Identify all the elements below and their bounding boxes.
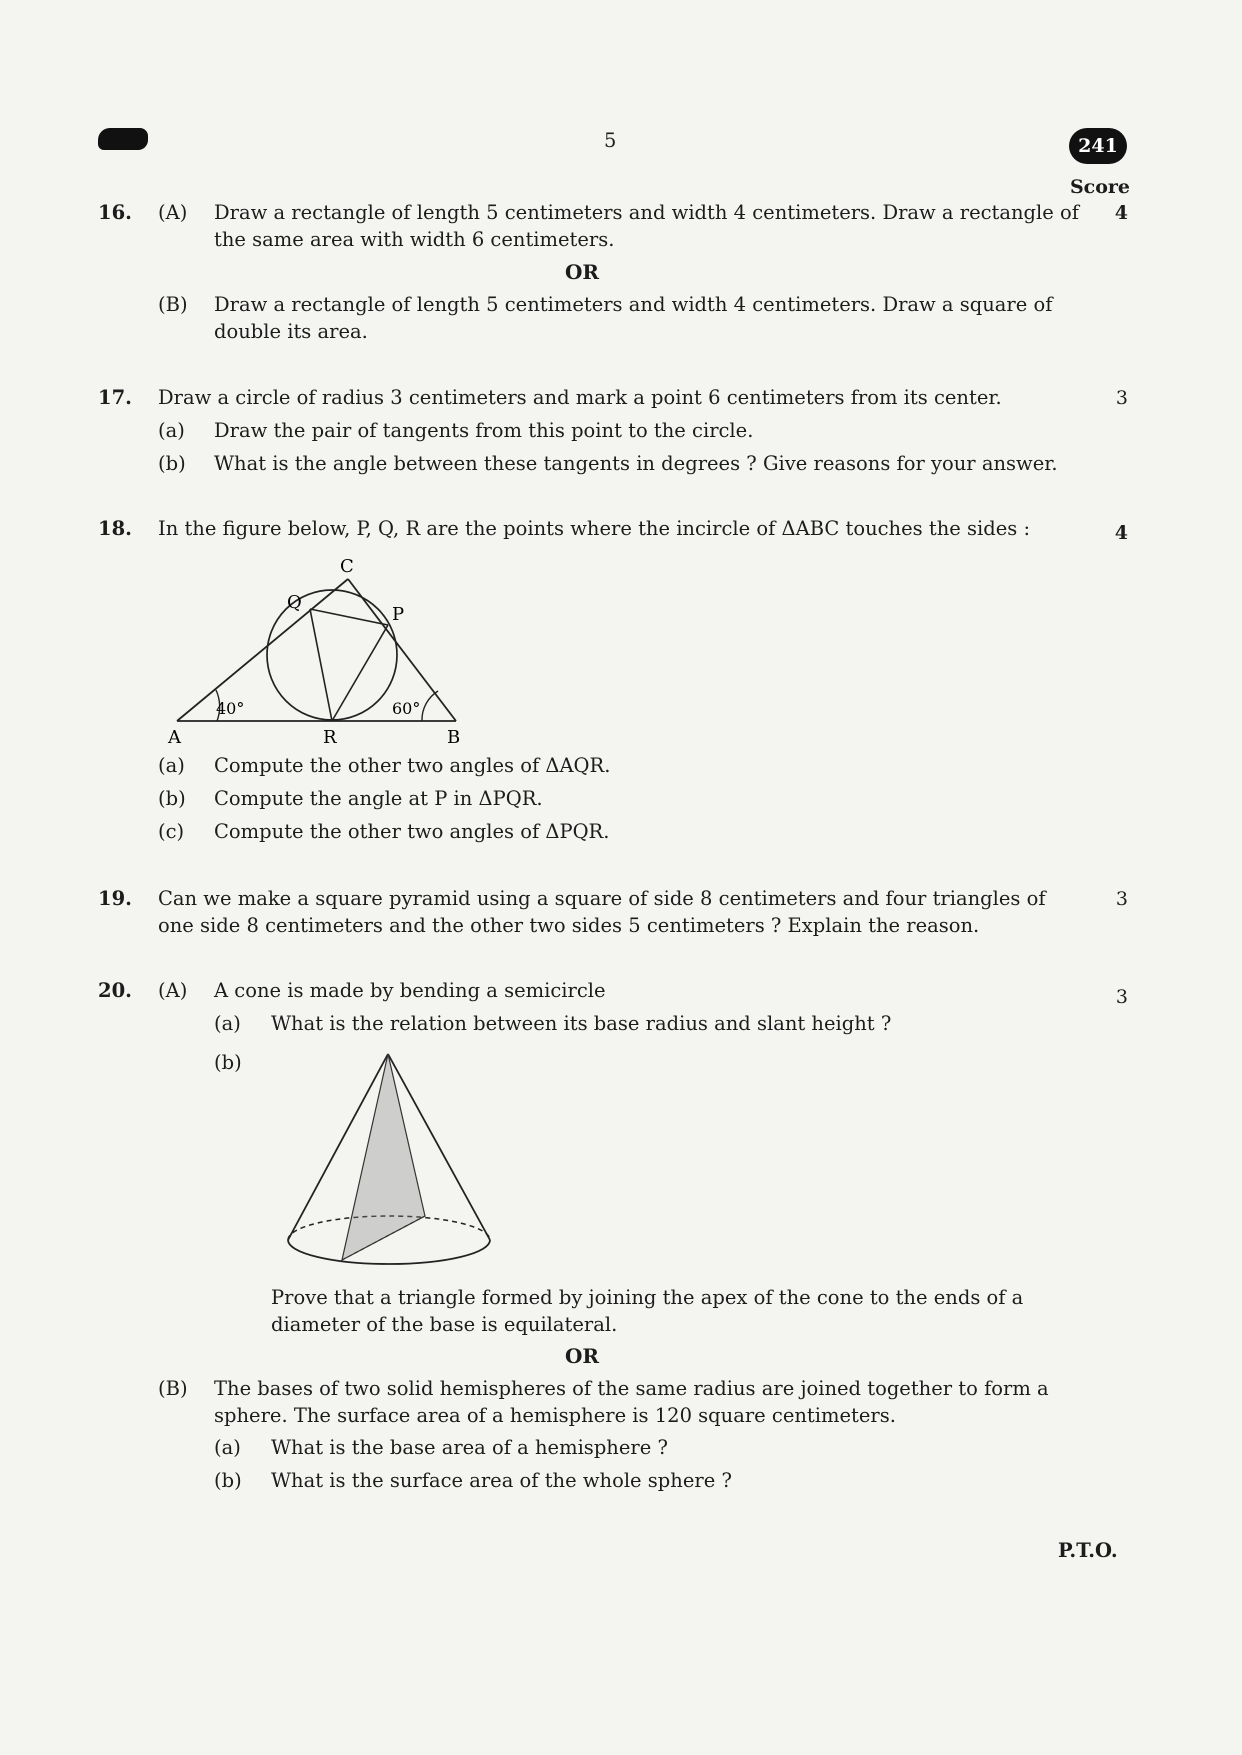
angle-A-value: 40° — [216, 699, 245, 718]
q20-b-line1: Prove that a triangle formed by joining the apex of the cone to the ends of a — [271, 1286, 1024, 1309]
q18-score: 4 — [1114, 522, 1128, 544]
q18-b-text: Compute the angle at P in ΔPQR. — [214, 787, 543, 810]
q16-or: OR — [565, 260, 600, 284]
q20-Bb-text: What is the surface area of the whole sphere ? — [271, 1469, 732, 1492]
q16-score: 4 — [1114, 202, 1128, 224]
q18-text: In the figure below, P, Q, R are the points where the incircle of ΔABC touches the sides : — [158, 517, 1031, 540]
q20-a-label: (a) — [214, 1012, 241, 1035]
side-AC — [177, 579, 348, 721]
q20-score: 3 — [1115, 986, 1128, 1008]
q20-a-text: What is the relation between its base radius and slant height ? — [271, 1012, 892, 1035]
q16-A-line2: the same area with width 6 centimeters. — [214, 228, 615, 251]
point-Q-label: Q — [287, 592, 302, 613]
q20-b-label: (b) — [214, 1051, 242, 1074]
q19-score: 3 — [1115, 888, 1128, 910]
q17-text: Draw a circle of radius 3 centimeters and mark a point 6 centimeters from its center. — [158, 386, 1002, 409]
q18-c-text: Compute the other two angles of ΔPQR. — [214, 820, 610, 843]
segment-QR — [310, 609, 332, 721]
segment-PR — [332, 625, 388, 721]
q18-a-label: (a) — [158, 754, 185, 777]
q17-score: 3 — [1115, 387, 1128, 409]
vertex-B-label: B — [447, 727, 461, 748]
q17-a-label: (a) — [158, 419, 185, 442]
q16-B-line2: double its area. — [214, 320, 368, 343]
q20-A-label: (A) — [158, 979, 188, 1002]
q20-b-line2: diameter of the base is equilateral. — [271, 1313, 618, 1336]
q18-a-text: Compute the other two angles of ΔAQR. — [214, 754, 611, 777]
q20-B-label: (B) — [158, 1377, 188, 1400]
cone-base-front — [288, 1240, 490, 1264]
q20-A-text: A cone is made by bending a semicircle — [214, 979, 606, 1002]
cone-figure — [280, 1050, 500, 1270]
please-turn-over: P.T.O. — [1058, 1539, 1118, 1562]
vertex-A-label: A — [168, 727, 181, 748]
q20-number: 20. — [98, 979, 132, 1002]
incircle-triangle-figure — [160, 550, 480, 750]
page-number: 5 — [604, 129, 617, 152]
q19-line1: Can we make a square pyramid using a square of side 8 centimeters and four triangles of — [158, 887, 1046, 910]
q17-b-label: (b) — [158, 452, 186, 475]
q17-a-text: Draw the pair of tangents from this point to the circle. — [214, 419, 754, 442]
question-paper-code-badge: 241 — [1069, 128, 1127, 164]
point-R-label: R — [323, 727, 337, 748]
q20-B-line1: The bases of two solid hemispheres of the same radius are joined together to form a — [214, 1377, 1049, 1400]
q20-Bb-label: (b) — [214, 1469, 242, 1492]
q16-A-line1: Draw a rectangle of length 5 centimeters and width 4 centimeters. Draw a rectangle of — [214, 201, 1079, 224]
q20-or: OR — [565, 1344, 600, 1368]
q18-b-label: (b) — [158, 787, 186, 810]
q16-number: 16. — [98, 201, 132, 224]
score-heading: Score — [1069, 176, 1130, 198]
angle-B-value: 60° — [392, 699, 421, 718]
q16-A-label: (A) — [158, 201, 188, 224]
q19-number: 19. — [98, 887, 132, 910]
q18-c-label: (c) — [158, 820, 185, 843]
board-logo — [98, 128, 148, 150]
vertex-C-label: C — [340, 556, 354, 577]
q20-B-line2: sphere. The surface area of a hemisphere is 120 square centimeters. — [214, 1404, 896, 1427]
q17-number: 17. — [98, 386, 132, 409]
q20-Ba-text: What is the base area of a hemisphere ? — [271, 1436, 668, 1459]
q17-b-text: What is the angle between these tangents in degrees ? Give reasons for your answer. — [214, 452, 1058, 475]
q19-line2: one side 8 centimeters and the other two sides 5 centimeters ? Explain the reason. — [158, 914, 980, 937]
q16-B-line1: Draw a rectangle of length 5 centimeters and width 4 centimeters. Draw a square of — [214, 293, 1053, 316]
q20-Ba-label: (a) — [214, 1436, 241, 1459]
q16-B-label: (B) — [158, 293, 188, 316]
point-P-label: P — [392, 604, 405, 625]
cone-inner-triangle — [342, 1054, 425, 1260]
q18-number: 18. — [98, 517, 132, 540]
